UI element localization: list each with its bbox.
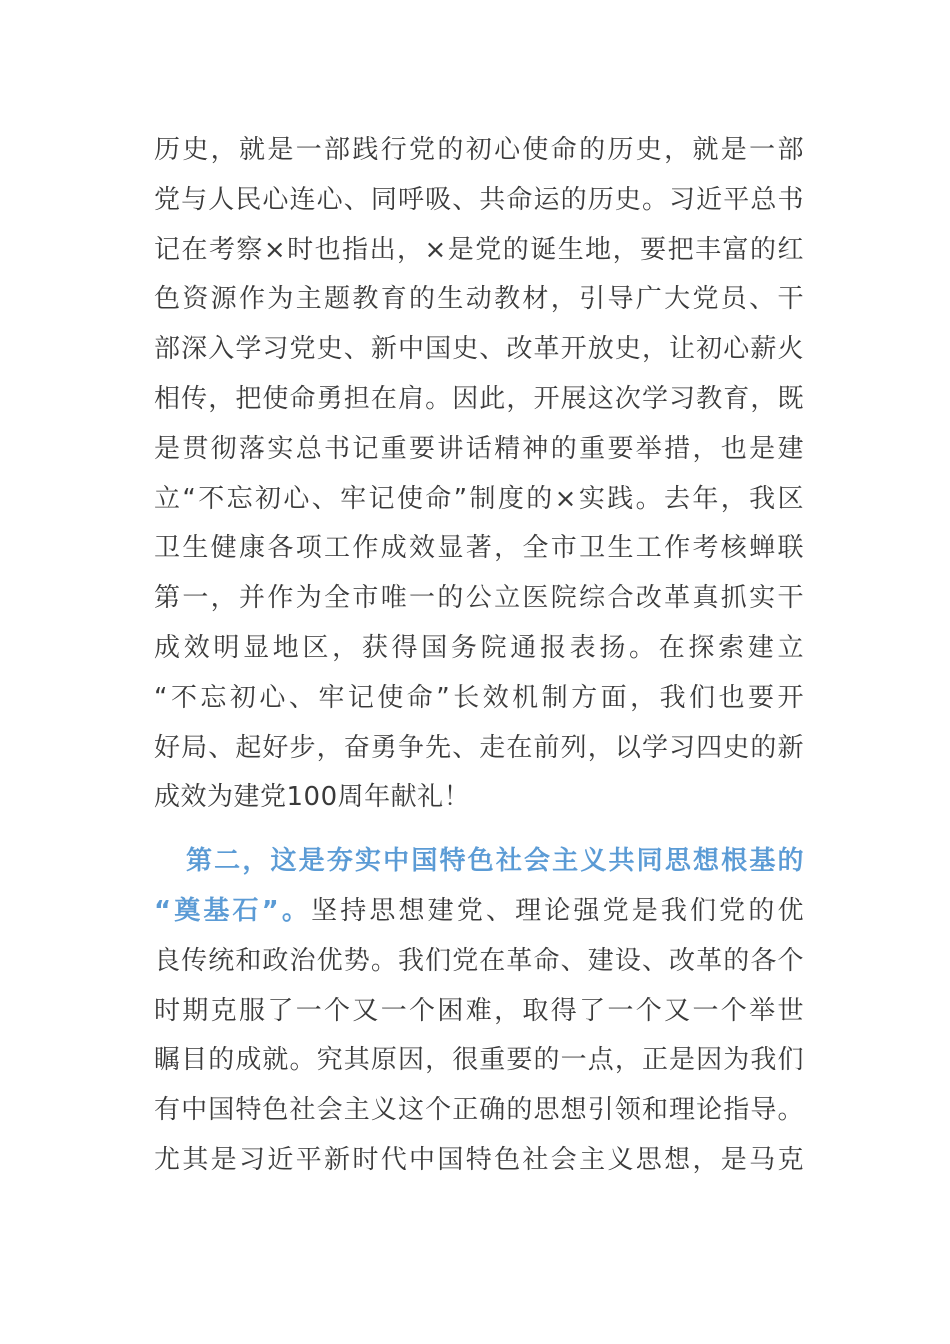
paragraph-2 (154, 837, 804, 1186)
text-line: 有中国特色社会主义这个正确的思想引领和理论指导。 (154, 1095, 804, 1126)
text-line: “不忘初心、牢记使命”长效机制方面，我们也要开 (154, 682, 804, 713)
section-heading-end: “奠基石”。 (154, 895, 312, 926)
text-line: 是贯彻落实总书记重要讲话精神的重要举措，也是建 (154, 433, 804, 464)
text-line: 良传统和政治优势。我们党在革命、建设、改革的各个 (154, 945, 804, 976)
text-line: 相传，把使命勇担在肩。因此，开展这次学习教育，既 (154, 383, 804, 414)
text-line: 色资源作为主题教育的生动教材，引导广大党员、干 (154, 284, 804, 315)
text-line: 历史，就是一部践行党的初心使命的历史，就是一部 (154, 135, 804, 165)
text-line: 成效明显地区，获得国务院通报表扬。在探索建立 (154, 632, 804, 663)
text-line: 部深入学习党史、新中国史、改革开放史，让初心薪火 (154, 334, 804, 365)
text-line: 卫生健康各项工作成效显著，全市卫生工作考核蝉联 (154, 533, 804, 564)
text-line: 尤其是习近平新时代中国特色社会主义思想，是马克 (154, 1144, 804, 1175)
text-segment: 坚持思想建党、理论强党是我们党的优 (311, 895, 804, 926)
text-line: 好局、起好步，奋勇争先、走在前列，以学习四史的新 (154, 732, 804, 763)
text-line: 立“不忘初心、牢记使命”制度的×实践。去年，我区 (154, 483, 804, 514)
text-line: 时期克服了一个又一个困难，取得了一个又一个举世 (154, 995, 804, 1026)
paragraph-1 (154, 126, 804, 823)
text-line: 成效为建党100周年献礼！ (154, 782, 471, 813)
text-line: 记在考察×时也指出，×是党的诞生地，要把丰富的红 (154, 234, 804, 265)
text-line (154, 887, 804, 937)
section-heading: 第二，这是夯实中国特色社会主义共同思想根基的 (186, 846, 804, 877)
body-text (154, 126, 804, 1186)
text-line: 瞩目的成就。究其原因，很重要的一点，正是因为我们 (154, 1045, 804, 1076)
text-line: 党与人民心连心、同呼吸、共命运的历史。习近平总书 (154, 184, 804, 215)
text-line: 第一，并作为全市唯一的公立医院综合改革真抓实干 (154, 583, 804, 614)
